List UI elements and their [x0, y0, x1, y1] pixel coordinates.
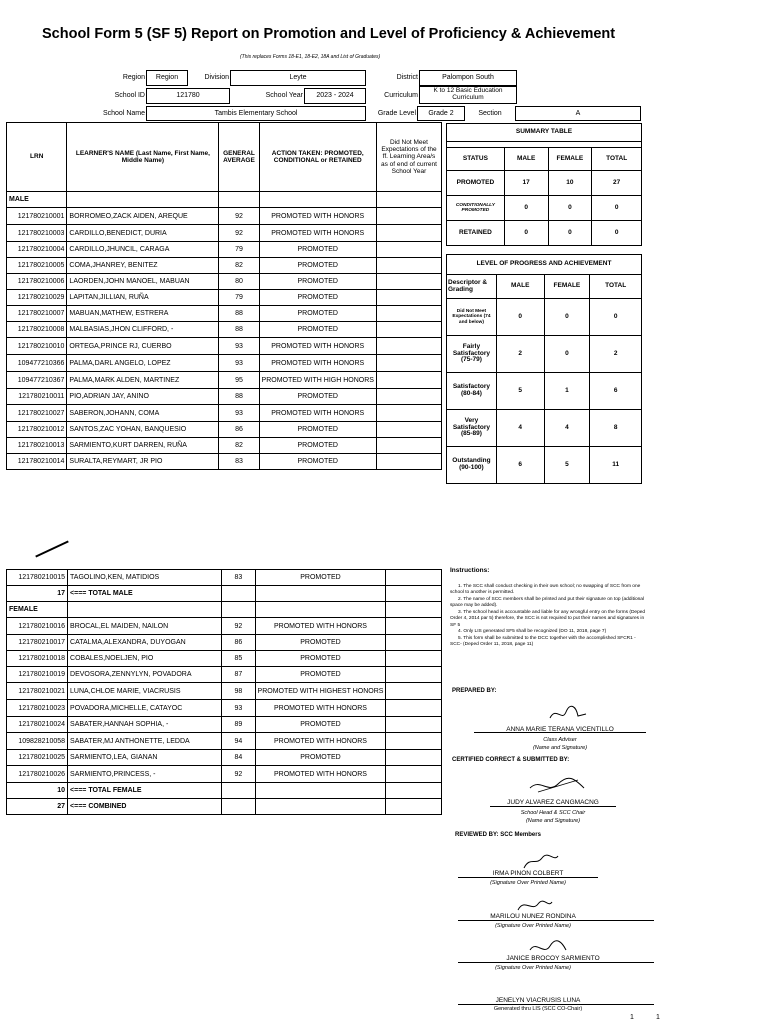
progress-header-total: TOTAL [590, 275, 642, 299]
learner-lrn: 109477210366 [7, 355, 67, 372]
learner-name: MABUAN,MATHEW, ESTRERA [67, 306, 219, 322]
learner-lrn: 121780210024 [7, 717, 68, 733]
header-did-not-meet: Did Not Meet Expectations of the ff. Learning Area/s as of end of current School Year [376, 123, 441, 192]
adviser-name: ANNA MARIE TERANA VICENTILLO [506, 726, 614, 733]
learner-lrn: 121780210012 [7, 422, 67, 438]
member3-sub: (Signature Over Printed Name) [495, 965, 571, 971]
female-section-label: FEMALE [7, 602, 68, 618]
head-sub: (Name and Signature) [525, 818, 581, 824]
learner-action: PROMOTED [255, 667, 386, 683]
progress-descriptor: Very Satisfactory (85-89) [447, 410, 497, 447]
table-row [7, 389, 442, 405]
learner-lrn: 121780210003 [7, 225, 67, 242]
learner-did-not-meet [376, 242, 441, 258]
school-id-value: 121780 [146, 88, 230, 104]
learner-name: COMA,JHANREY, BENITEZ [67, 258, 219, 274]
learner-average: 83 [219, 454, 259, 470]
learner-lrn: 121780210018 [7, 651, 68, 667]
learner-average: 83 [222, 570, 255, 586]
progress-row [447, 373, 642, 410]
learner-average: 84 [222, 750, 255, 766]
member3-name: JANICE BROCOY SARMIENTO [506, 955, 600, 962]
learner-action: PROMOTED WITH HIGHEST HONORS [255, 683, 386, 700]
summary-header-status: STATUS [447, 148, 505, 171]
summary-row [447, 221, 642, 246]
member2-line [458, 920, 654, 921]
learner-name: LAPITAN,JILLIAN, RUÑA [67, 290, 219, 306]
section-label: Section [478, 110, 502, 117]
learner-did-not-meet [386, 570, 442, 586]
learner-did-not-meet [376, 355, 441, 372]
learner-lrn: 121780210014 [7, 454, 67, 470]
learner-did-not-meet [386, 683, 442, 700]
learner-name: SARMIENTO,LEA, GIANAN [68, 750, 222, 766]
progress-male: 6 [496, 447, 544, 484]
curriculum-label: Curriculum [384, 92, 418, 99]
progress-total: 6 [590, 373, 642, 410]
learner-action: PROMOTED WITH HONORS [255, 700, 386, 717]
instruction-item: 1. The SCC shall conduct checking in their own school; no swapping of SCC from one school to another is permitted. [450, 584, 641, 596]
learner-action: PROMOTED WITH HIGH HONORS [259, 372, 376, 389]
head-role: School Head & SCC Chair [520, 810, 586, 816]
learner-name: BORROMEO,ZACK AIDEN, AREQUE [67, 208, 219, 225]
male-section-label: MALE [7, 192, 67, 208]
region-label: Region [122, 74, 145, 81]
learner-name: SURALTA,REYMART, JR PIO [67, 454, 219, 470]
summary-header-male: MALE [504, 148, 548, 171]
learner-did-not-meet [376, 422, 441, 438]
header-average: GENERAL AVERAGE [219, 123, 259, 192]
school-name-value: Tambis Elementary School [146, 106, 366, 121]
learner-did-not-meet [376, 290, 441, 306]
summary-male: 0 [504, 221, 548, 246]
learner-lrn: 121780210015 [7, 570, 68, 586]
learner-name: BROCAL,EL MAIDEN, NAILON [68, 618, 222, 635]
table-row [7, 667, 442, 683]
head-signature [528, 774, 588, 798]
total-female-label: <=== TOTAL FEMALE [68, 783, 222, 799]
learner-average: 86 [219, 422, 259, 438]
progress-female: 0 [544, 336, 590, 373]
member1-sub: (Signature Over Printed Name) [490, 880, 566, 886]
learner-did-not-meet [386, 766, 442, 783]
learner-did-not-meet [386, 618, 442, 635]
learner-action: PROMOTED [259, 454, 376, 470]
learner-lrn: 121780210008 [7, 322, 67, 338]
learner-average: 79 [219, 290, 259, 306]
summary-female: 0 [548, 196, 592, 221]
member2-name: MARILOU NUNEZ RONDINA [490, 913, 576, 920]
progress-row [447, 447, 642, 484]
learner-name: SABATER,HANNAH SOPHIA, - [68, 717, 222, 733]
learner-average: 88 [219, 389, 259, 405]
head-line [490, 806, 616, 807]
learner-name: DEVOSORA,ZENNYLYN, POVADORA [68, 667, 222, 683]
header-action: ACTION TAKEN: PROMOTED, CONDITIONAL or RETAINED [259, 123, 376, 192]
school-year-label: School Year [265, 92, 303, 99]
learner-action: PROMOTED WITH HONORS [259, 225, 376, 242]
learner-average: 79 [219, 242, 259, 258]
learner-name: CARDILLO,BENEDICT, DURIA [67, 225, 219, 242]
table-row [7, 208, 442, 225]
page-title: School Form 5 (SF 5) Report on Promotion and Level of Proficiency & Achievement [42, 26, 616, 42]
school-year-value: 2023 - 2024 [304, 88, 366, 104]
table-row [7, 766, 442, 783]
learner-lrn: 121780210010 [7, 338, 67, 355]
combined-count: 27 [7, 799, 68, 815]
progress-male: 5 [496, 373, 544, 410]
table-row [7, 717, 442, 733]
progress-row [447, 410, 642, 447]
summary-status: CONDITIONALLY PROMOTED [447, 196, 505, 221]
instruction-item: 2. The name of SCC members shall be printed and put their signature on top (additional space may be added). [450, 596, 645, 609]
learner-did-not-meet [386, 717, 442, 733]
progress-female: 4 [544, 410, 590, 447]
member3-line [458, 962, 654, 963]
learner-action: PROMOTED WITH HONORS [259, 338, 376, 355]
progress-descriptor: Fairly Satisfactory (75-79) [447, 336, 497, 373]
learners-table-page2 [6, 569, 442, 815]
learner-action: PROMOTED [259, 258, 376, 274]
learner-action: PROMOTED WITH HONORS [255, 733, 386, 750]
learner-name: LAORDEN,JOHN MANOEL, MABUAN [67, 274, 219, 290]
table-row [7, 422, 442, 438]
table-row [7, 338, 442, 355]
member4-name: JENELYN VIACRUSIS LUNA [495, 997, 581, 1004]
progress-descriptor: Satisfactory (80-84) [447, 373, 497, 410]
learner-lrn: 121780210007 [7, 306, 67, 322]
learner-name: PALMA,MARK ALDEN, MARTINEZ [67, 372, 219, 389]
table-row [7, 355, 442, 372]
summary-title: SUMMARY TABLE [447, 124, 642, 142]
learners-table-page1 [6, 122, 442, 470]
learner-lrn: 121780210006 [7, 274, 67, 290]
learner-name: MALBASIAS,JHON CLIFFORD, - [67, 322, 219, 338]
progress-female: 5 [544, 447, 590, 484]
reviewed-by-label: REVIEWED BY: SCC Members [455, 832, 541, 838]
learner-action: PROMOTED [255, 717, 386, 733]
learner-lrn: 121780210027 [7, 405, 67, 422]
progress-male: 2 [496, 336, 544, 373]
learner-average: 82 [219, 258, 259, 274]
learner-name: SABATER,MJ ANTHONETTE, LEDDA [68, 733, 222, 750]
learner-average: 89 [222, 717, 255, 733]
learner-lrn: 121780210011 [7, 389, 67, 405]
learner-lrn: 121780210021 [7, 683, 68, 700]
table-row [7, 750, 442, 766]
learner-lrn: 121780210001 [7, 208, 67, 225]
learner-average: 92 [219, 225, 259, 242]
table-row [7, 651, 442, 667]
learner-name: PALMA,DARL ANGELO, LOPEZ [67, 355, 219, 372]
summary-status: PROMOTED [447, 171, 505, 196]
learner-name: SARMIENTO,KURT DARREN, RUÑA [67, 438, 219, 454]
learner-did-not-meet [386, 733, 442, 750]
learner-average: 92 [222, 766, 255, 783]
summary-row [447, 171, 642, 196]
learner-name: ORTEGA,PRINCE RJ, CUERBO [67, 338, 219, 355]
learner-did-not-meet [386, 651, 442, 667]
learner-action: PROMOTED [259, 242, 376, 258]
learner-average: 93 [219, 338, 259, 355]
district-label: District [396, 74, 418, 81]
page-subtitle: (This replaces Forms 18-E1, 18-E2, 18A and List of Graduates) [240, 54, 381, 60]
table-row [7, 635, 442, 651]
learner-average: 92 [219, 208, 259, 225]
learner-action: PROMOTED [255, 750, 386, 766]
learner-lrn: 121780210019 [7, 667, 68, 683]
learner-lrn: 121780210004 [7, 242, 67, 258]
table-row [7, 618, 442, 635]
total-female-count: 10 [7, 783, 68, 799]
learner-did-not-meet [386, 635, 442, 651]
progress-total: 2 [590, 336, 642, 373]
learner-action: PROMOTED [255, 635, 386, 651]
learner-name: PIO,ADRIAN JAY, ANINO [67, 389, 219, 405]
curriculum-value: K to 12 Basic Education Curriculum [419, 86, 517, 104]
learner-did-not-meet [376, 306, 441, 322]
progress-male: 0 [496, 299, 544, 336]
division-value: Leyte [230, 70, 366, 86]
learner-action: PROMOTED [259, 322, 376, 338]
division-label: Division [204, 74, 229, 81]
adviser-sub: (Name and Signature) [532, 745, 588, 751]
grade-level-label: Grade Level [377, 110, 416, 117]
learner-did-not-meet [386, 700, 442, 717]
learner-name: POVADORA,MICHELLE, CATAYOC [68, 700, 222, 717]
page-number-2: 1 [656, 1014, 660, 1021]
progress-female: 1 [544, 373, 590, 410]
learner-action: PROMOTED WITH HONORS [255, 766, 386, 783]
learner-average: 92 [222, 618, 255, 635]
combined-label: <=== COMBINED [68, 799, 222, 815]
progress-header-male: MALE [496, 275, 544, 299]
learner-action: PROMOTED [259, 389, 376, 405]
table-row [7, 372, 442, 389]
adviser-signature [548, 704, 588, 724]
learner-action: PROMOTED [259, 290, 376, 306]
learner-did-not-meet [376, 208, 441, 225]
learner-action: PROMOTED [255, 651, 386, 667]
learner-lrn: 121780210025 [7, 750, 68, 766]
district-value: Palompon South [419, 70, 517, 86]
learner-lrn: 121780210029 [7, 290, 67, 306]
learner-average: 80 [219, 274, 259, 290]
progress-total: 8 [590, 410, 642, 447]
table-row [7, 683, 442, 700]
learner-action: PROMOTED WITH HONORS [259, 355, 376, 372]
progress-row [447, 299, 642, 336]
header-lrn: LRN [7, 123, 67, 192]
learner-lrn: 121780210017 [7, 635, 68, 651]
learner-action: PROMOTED WITH HONORS [255, 618, 386, 635]
table-row [7, 274, 442, 290]
learner-name: SANTOS,ZAC YOHAN, BANQUESIO [67, 422, 219, 438]
learner-average: 82 [219, 438, 259, 454]
learner-name: CATALMA,ALEXANDRA, DUYOGAN [68, 635, 222, 651]
learner-average: 93 [219, 355, 259, 372]
table-row [7, 454, 442, 470]
learner-did-not-meet [376, 454, 441, 470]
progress-descriptor: Outstanding (90-100) [447, 447, 497, 484]
learner-average: 88 [219, 322, 259, 338]
learner-action: PROMOTED [259, 438, 376, 454]
progress-descriptor: Did Not Meet Expectations (74 and below) [447, 299, 497, 336]
summary-total: 27 [592, 171, 642, 196]
learner-lrn: 121780210023 [7, 700, 68, 717]
grade-level-value: Grade 2 [417, 106, 465, 121]
summary-male: 17 [504, 171, 548, 196]
learner-action: PROMOTED WITH HONORS [259, 405, 376, 422]
progress-title: LEVEL OF PROGRESS AND ACHIEVEMENT [447, 255, 642, 275]
summary-row [447, 196, 642, 221]
table-row [7, 290, 442, 306]
learner-did-not-meet [386, 750, 442, 766]
instructions-list [450, 584, 646, 649]
member1-line [458, 877, 598, 878]
instructions-title: Instructions: [450, 567, 490, 574]
learner-name: LUNA,CHLOE MARIE, VIACRUSIS [68, 683, 222, 700]
learner-lrn: 121780210005 [7, 258, 67, 274]
progress-total: 11 [590, 447, 642, 484]
table-row [7, 225, 442, 242]
school-id-label: School ID [114, 92, 145, 99]
region-value: Region [146, 70, 188, 86]
table-row [7, 700, 442, 717]
progress-header-female: FEMALE [544, 275, 590, 299]
table-row [7, 306, 442, 322]
progress-male: 4 [496, 410, 544, 447]
summary-status: RETAINED [447, 221, 505, 246]
progress-female: 0 [544, 299, 590, 336]
progress-header-descriptor: Descriptor & Grading [447, 275, 497, 299]
learner-average: 93 [222, 700, 255, 717]
section-value: A [515, 106, 641, 121]
summary-header-total: TOTAL [592, 148, 642, 171]
learner-did-not-meet [376, 274, 441, 290]
summary-header-female: FEMALE [548, 148, 592, 171]
member2-sub: (Signature Over Printed Name) [495, 923, 571, 929]
learner-average: 95 [219, 372, 259, 389]
learner-did-not-meet [376, 438, 441, 454]
learner-average: 86 [222, 635, 255, 651]
total-male-label: <=== TOTAL MALE [68, 586, 222, 602]
learner-did-not-meet [386, 667, 442, 683]
learner-did-not-meet [376, 372, 441, 389]
learner-lrn: 121780210016 [7, 618, 68, 635]
summary-male: 0 [504, 196, 548, 221]
learner-name: CARDILLO,JHUNCIL, CARAGA [67, 242, 219, 258]
learner-lrn: 109477210367 [7, 372, 67, 389]
head-name: JUDY ALVAREZ CANGMACNG [507, 799, 599, 806]
progress-table [446, 254, 642, 484]
table-row [7, 438, 442, 454]
summary-table [446, 123, 642, 246]
learner-name: SABERON,JOHANN, COMA [67, 405, 219, 422]
learner-average: 94 [222, 733, 255, 750]
table-row [7, 242, 442, 258]
learner-action: PROMOTED [259, 306, 376, 322]
learner-lrn: 109828210058 [7, 733, 68, 750]
total-male-count: 17 [7, 586, 68, 602]
member1-signature [520, 852, 560, 872]
table-row [7, 258, 442, 274]
adviser-role: Class Adviser [543, 737, 577, 743]
progress-total: 0 [590, 299, 642, 336]
learner-average: 93 [219, 405, 259, 422]
summary-total: 0 [592, 221, 642, 246]
learner-name: COBALES,NOELJEN, PIO [68, 651, 222, 667]
header-name: LEARNER'S NAME (Last Name, First Name, Middle Name) [67, 123, 219, 192]
progress-row [447, 336, 642, 373]
instruction-item: 3. The school head is accountable and liable for any wrongful entry on the forms (Deped Order 4, 2014 par 5) therefore, the SCC is not required to put their names and signatures in SF 5 [450, 609, 646, 628]
member1-name: IRMA PINON COLBERT [492, 870, 564, 877]
learner-average: 98 [222, 683, 255, 700]
table-row [7, 733, 442, 750]
learner-lrn: 121780210013 [7, 438, 67, 454]
learner-average: 87 [222, 667, 255, 683]
learner-did-not-meet [376, 389, 441, 405]
learner-action: PROMOTED [255, 570, 386, 586]
learner-did-not-meet [376, 405, 441, 422]
page-number-1: 1 [630, 1014, 634, 1021]
member4-sub: Generated thru LIS (SCC CO-Chair) [493, 1006, 583, 1012]
learner-action: PROMOTED [259, 274, 376, 290]
certified-by-label: CERTIFIED CORRECT & SUBMITTED BY: [452, 757, 570, 763]
learner-action: PROMOTED [259, 422, 376, 438]
instruction-item: 5. This form shall be submitted to the DCC together with the accomplished SFCR1 - SCC- (Deped Order 11, 2018, page 11) [450, 635, 636, 648]
table-row [7, 405, 442, 422]
learner-did-not-meet [376, 258, 441, 274]
learner-average: 88 [219, 306, 259, 322]
pen-mark [35, 540, 68, 557]
learner-lrn: 121780210026 [7, 766, 68, 783]
school-name-label: School Name [102, 110, 145, 117]
prepared-by-label: PREPARED BY: [452, 688, 497, 694]
learner-did-not-meet [376, 338, 441, 355]
summary-female: 0 [548, 221, 592, 246]
table-row [7, 322, 442, 338]
learner-did-not-meet [376, 225, 441, 242]
learner-name: SARMIENTO,PRINCESS, - [68, 766, 222, 783]
member4-line [458, 1004, 654, 1005]
table-row [7, 570, 442, 586]
instruction-item: 4. Only LIS generated SF5 shall be recognized (DO 11, 2018, page 7) [458, 629, 607, 635]
learner-action: PROMOTED WITH HONORS [259, 208, 376, 225]
summary-total: 0 [592, 196, 642, 221]
learner-did-not-meet [376, 322, 441, 338]
learner-name: TAGOLINO,KEN, MATIDIOS [68, 570, 222, 586]
learner-average: 85 [222, 651, 255, 667]
summary-female: 10 [548, 171, 592, 196]
